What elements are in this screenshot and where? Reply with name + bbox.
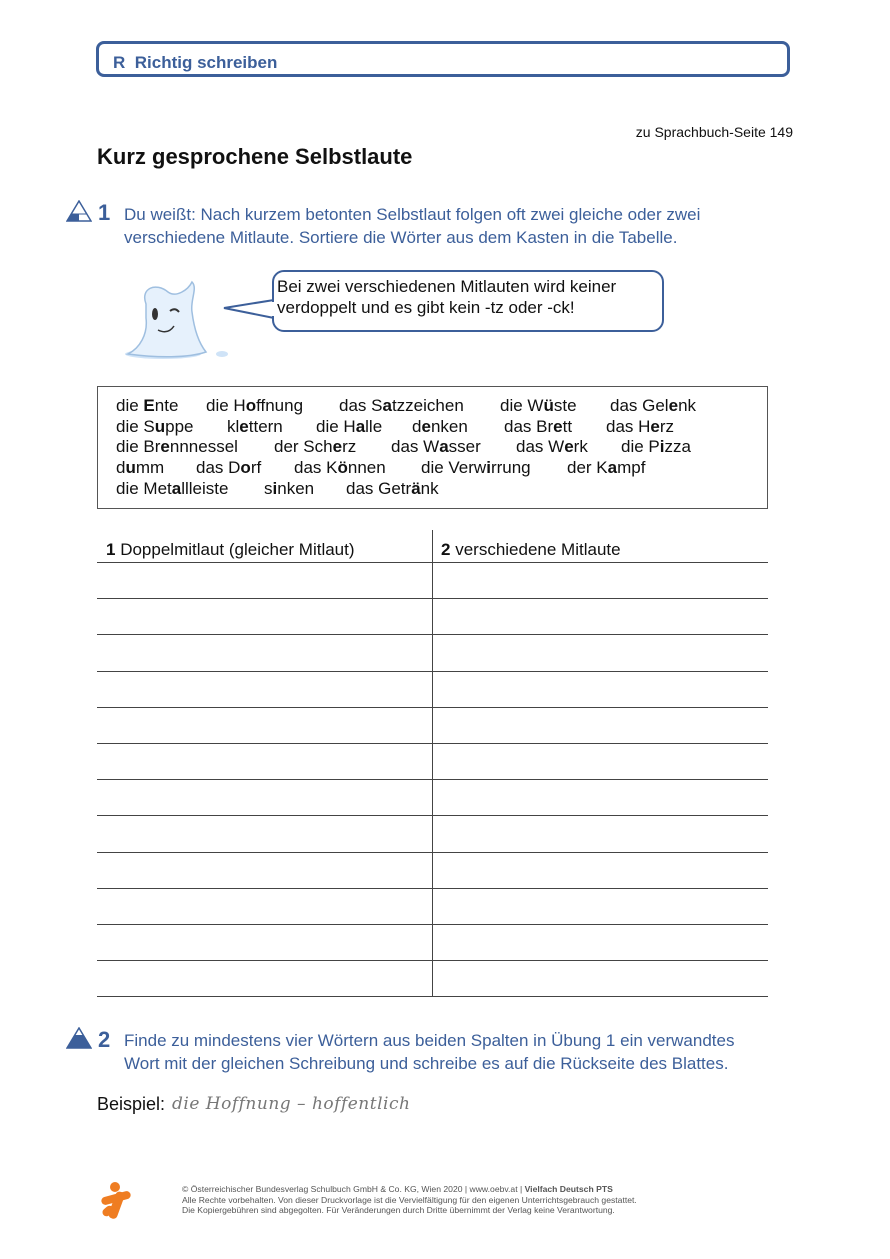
exercise-1-number: 1 — [98, 200, 111, 225]
section-header-label: R Richtig schreiben — [113, 53, 278, 72]
page-reference: zu Sprachbuch-Seite 149 — [635, 124, 793, 140]
word-item: dumm — [116, 458, 165, 478]
table-row-line — [97, 707, 768, 708]
exercise-2-instructions: Finde zu mindestens vier Wörtern aus beiden Spalten in Übung 1 ein verwandtes Wort mit der gleichen Schreibung und schreibe es auf die Rückseite des Blattes. — [124, 1031, 735, 1073]
word-item: die Brennnessel — [116, 437, 238, 457]
table-row-line — [97, 815, 768, 816]
mascot-illustration — [118, 278, 233, 362]
word-item: das Brett — [504, 416, 573, 436]
word-item: denken — [412, 416, 468, 436]
word-item: die Halle — [316, 416, 383, 436]
word-item: die Ente — [116, 396, 179, 415]
word-item: die Verwirrung — [421, 458, 531, 478]
table-header-col1: 1 Doppelmitlaut (gleicher Mitlaut) — [106, 540, 355, 559]
difficulty-triangle-icon — [66, 1027, 92, 1049]
word-item: sinken — [264, 478, 315, 498]
speech-bubble — [272, 270, 664, 332]
table-row-line — [97, 634, 768, 635]
word-item: der Scherz — [274, 437, 357, 457]
example-label: Beispiel: — [97, 1094, 166, 1114]
word-item: die Metallleiste — [116, 478, 229, 498]
word-item: der Kampf — [567, 458, 646, 478]
word-item: die Pizza — [621, 437, 691, 457]
copyright-footer: © Österreichischer Bundesverlag Schulbuch GmbH & Co. KG, Wien 2020 | www.oebv.at | Vielfach Deutsch PTS Alle Rechte vorbehalten. Von dieser Druckvorlage ist die Vervielfältigung für den eigenen Unterrichtsgebrauch gestattet. Die Kopiergebühren sind abgegolten. Für Veränderungen durch Dritte übernimmt der Verlag keine Verantwortung. — [182, 1184, 637, 1215]
table-row-line — [97, 924, 768, 925]
word-item: das Herz — [606, 416, 675, 436]
table-row-line — [97, 852, 768, 853]
table-row-line — [97, 598, 768, 599]
word-item: das Satzzeichen — [339, 396, 464, 415]
section-header — [96, 41, 790, 77]
word-item: das Werk — [516, 437, 588, 457]
difficulty-triangle-icon — [66, 200, 92, 222]
word-box — [97, 386, 768, 509]
exercise-2-number: 2 — [98, 1027, 111, 1052]
table-row-line — [97, 779, 768, 780]
page-title: Kurz gesprochene Selbstlaute — [97, 144, 413, 169]
publisher-logo-icon — [98, 1181, 136, 1221]
word-item: das Getränk — [346, 478, 439, 498]
word-item: das Können — [294, 458, 386, 478]
table-row-line — [97, 888, 768, 889]
word-item: klettern — [227, 416, 283, 436]
table-row-line — [97, 996, 768, 997]
table-row-line — [97, 960, 768, 961]
table-row-line — [97, 562, 768, 563]
word-item: die Hoffnung — [206, 396, 304, 415]
exercise-1-instructions: Du weißt: Nach kurzem betonten Selbstlaut folgen oft zwei gleiche oder zwei verschiedene Mitlaute. Sortiere die Wörter aus dem Kasten in die Tabelle. — [124, 205, 701, 247]
word-item: die Wüste — [500, 396, 577, 415]
bubble-tail-joint — [272, 302, 276, 316]
table-header-col2: 2 verschiedene Mitlaute — [441, 540, 621, 559]
word-item: das Wasser — [391, 437, 481, 457]
word-item: das Dorf — [196, 458, 262, 478]
table-row-line — [97, 743, 768, 744]
table-column-divider — [432, 530, 433, 997]
word-item: die Suppe — [116, 416, 194, 436]
word-item: das Gelenk — [610, 396, 697, 415]
table-row-line — [97, 671, 768, 672]
example-handwritten: die Hoffnung – hoffentlich — [172, 1094, 411, 1114]
speech-bubble-tail — [222, 298, 276, 320]
speech-bubble-text: Bei zwei verschiedenen Mitlauten wird keiner verdoppelt und es gibt kein -tz oder -ck! — [277, 277, 617, 317]
